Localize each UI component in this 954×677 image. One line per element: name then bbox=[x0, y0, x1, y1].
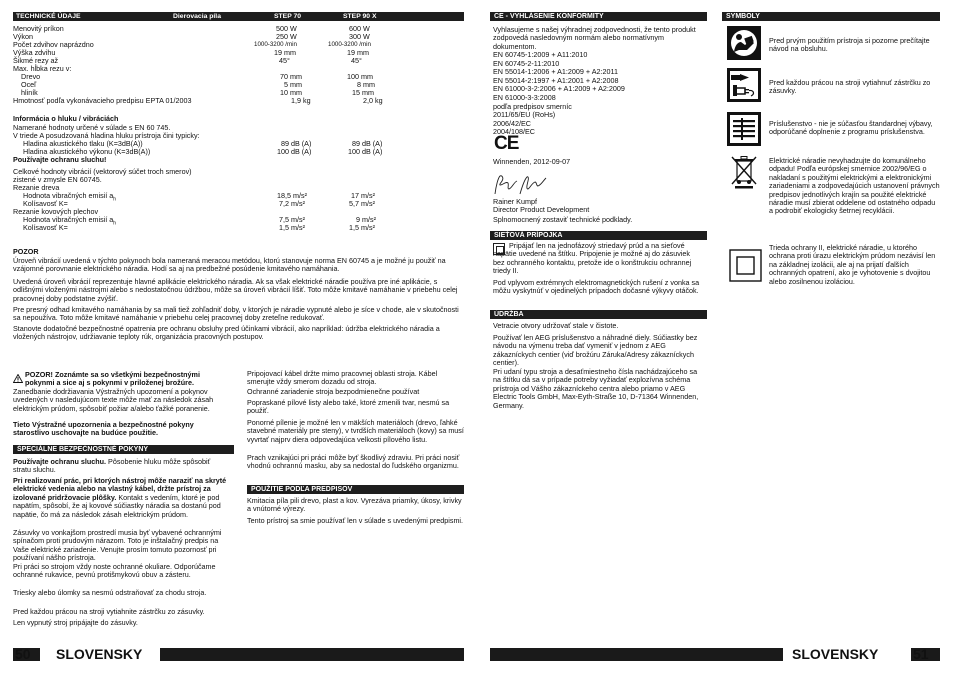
special-s2-bold: Pri realizovaní prác, pri ktorých nástroj môže naraziť na skryté elektrické vedenia alebo na vlastný kábel, držte prístroj za izolované pridržovacie plôšky. bbox=[13, 476, 227, 502]
noise-line1: Namerané hodnoty určené v súlade s EN 60 745. bbox=[13, 123, 171, 132]
tech-row-v2: 600 W bbox=[349, 24, 370, 33]
wood-title: Rezanie dreva bbox=[13, 183, 60, 192]
maintenance-p1: Vetracie otvory udržovať stale v čistote. bbox=[493, 321, 619, 330]
tech-row-v2: 2,0 kg bbox=[363, 96, 383, 105]
ce-signer-title: Director Product Development bbox=[493, 205, 590, 214]
safety-warning-text: Zanedbanie dodržiavania Výstražných upozornení a pokynov uvedených v nasledujúcom texte môže mať za následok zásah elektrickým prúdom, spôsobiť požiar a/alebo ťažké poranenie. bbox=[13, 387, 214, 413]
symbol-text: Pred každou prácou na stroji vytiahnuť zástrčku zo zásuvky. bbox=[769, 78, 931, 96]
special-s2 bbox=[13, 477, 230, 519]
read-manual-icon bbox=[727, 26, 761, 60]
safety-warning-bold: POZOR! Zoznámte sa so všetkými bezpečnostnými pokynmi a sice aj s pokynmi v priloženej brožúre. bbox=[25, 370, 200, 388]
tech-row-v1: 250 W bbox=[276, 32, 297, 41]
ce-norm: 2011/65/EU (RoHs) bbox=[493, 110, 556, 120]
metal-emission-v2: 9 m/s² bbox=[356, 215, 376, 224]
pozor-title: POZOR bbox=[13, 247, 39, 256]
tech-row-label: hliník bbox=[21, 88, 38, 97]
right-language: SLOVENSKY bbox=[792, 646, 879, 662]
tech-row-v2: 100 mm bbox=[347, 72, 373, 81]
pozor-p3: Pre presný odhad kmitavého namáhania by sa mali tiež zohľadniť doby, v ktorých je náradie vypnuté alebo je síce v chode, ale v skutočnosti sa nepoužíva. Toto môže kmitavé namáhanie v priebehu celej pracovnej doby zreteľne redukovať. bbox=[13, 305, 459, 323]
tech-row bbox=[13, 65, 383, 73]
symbols-header: SYMBOLY bbox=[722, 12, 940, 21]
wood-tol-v1: 7,2 m/s² bbox=[279, 199, 305, 208]
symbol-text: Elektrické náradie nevyhadzujte do komunálneho odpadu! Podľa európskej smernice 2002/96/EG o nakladaní s použitými elektrickými a elektronickými zariadeniami a zodpovedajúcich ustanovení právnych predpisov jednotlivých krajín sa použité elektrické náradie musí zbierat oddelene od ostatného odpadu a podrobiť ekologicky šetrnej recyklácii. bbox=[769, 156, 940, 216]
tech-row-v1: 45° bbox=[279, 56, 290, 65]
class-ii-icon bbox=[729, 249, 762, 282]
ce-norm: EN 61000-3-2:2006 + A1:2009 + A2:2009 bbox=[493, 84, 625, 94]
noise-row2-label: Hladina akustického výkonu (K=3dB(A)) bbox=[23, 147, 151, 156]
tech-row-label: Drevo bbox=[21, 72, 41, 81]
wood-emission-v1: 18,5 m/s² bbox=[277, 191, 307, 200]
metal-tol-v1: 1,5 m/s² bbox=[279, 223, 305, 232]
tech-row-v1: 500 W bbox=[276, 24, 297, 33]
left-language: SLOVENSKY bbox=[56, 646, 143, 662]
tech-row-label: Hmotnosť podľa vykonávacieho predpisu EPTA 01/2003 bbox=[13, 96, 192, 105]
metal-title: Rezanie kovových plechov bbox=[13, 207, 99, 216]
safety-warning-keep: Tieto Výstražné upozornenia a bezpečnostné pokyny starostlivo uschovajte na budúce použitie. bbox=[13, 420, 194, 438]
noise-row1-label: Hladina akustického tlaku (K=3dB(A)) bbox=[23, 139, 143, 148]
ce-norm: 2004/108/EC bbox=[493, 127, 535, 137]
tech-row bbox=[13, 73, 383, 81]
special-s7: Len vypnutý stroj pripájajte do zásuvky. bbox=[13, 618, 138, 627]
emission-sub: h bbox=[113, 196, 117, 203]
tech-row bbox=[13, 97, 383, 105]
left-page-number: 50 bbox=[15, 646, 31, 662]
tech-row-v2: 15 mm bbox=[352, 88, 374, 97]
signature-icon bbox=[492, 172, 552, 198]
ce-header: CE - VYHLÁSENIE KONFORMITY bbox=[490, 12, 707, 21]
tech-row-label: Menovitý príkon bbox=[13, 24, 64, 33]
tech-row bbox=[13, 41, 383, 49]
use-header: POUŽITIE PODĽA PREDPISOV bbox=[247, 485, 464, 494]
tech-row-v1: 5 mm bbox=[284, 80, 302, 89]
pozor-p4: Stanovte dodatočné bezpečnostné opatrenia pre ochranu obsluhy pred účinkami vibrácií, ako napríklad: údržba elektrického náradia a vložených nástrojov, udržiavanie teploty rúk, organizácia pracovných postupov. bbox=[13, 324, 440, 342]
tech-header-col1: STEP 70 bbox=[274, 13, 302, 20]
tech-row-v1: 1,9 kg bbox=[291, 96, 311, 105]
special-s2-text: Kontakt s vedením, ktoré je pod napätím, spôsobí, že aj kovové súčiastky náradia sa dostanú pod napätie, čo má za následok zásah elektrickým prúdom. bbox=[13, 492, 221, 519]
tech-row-label: Výkon bbox=[13, 32, 33, 41]
metal-tol-v2: 1,5 m/s² bbox=[349, 223, 375, 232]
noise-row2-v1: 100 dB (A) bbox=[277, 147, 312, 156]
mains-p2: Pod vplyvom extrémnych elektromagnetických rušení z vonka sa môžu vyskytnúť v ojedinelých prípadoch dočasné výkyvy otáčok. bbox=[493, 278, 700, 296]
tech-row bbox=[13, 81, 383, 89]
special-m4: Ponorné pílenie je možné len v mäkších materiáloch (drevo, ľahké stavebné materiály pre steny), v tvrdších materiáloch (kovy) sa musí vyvrtať najprv diera odpovedajúca velkosti pílového listu. bbox=[247, 418, 464, 444]
symbol-text: Trieda ochrany II, elektrické náradie, u ktorého ochrana proti úrazu elektrickým prúdom nezávisí len na základnej izolácii, ale aj na prijatí ďalších ochranných opatrení, ako je vyhotovenie s dvojitou alebo zosilnenou izoláciou. bbox=[769, 243, 936, 286]
special-m2: Ochranné zariadenie stroja bezpodmienečne používat bbox=[247, 387, 420, 396]
tech-row-v2: 45° bbox=[351, 56, 362, 65]
ce-signer: Rainer Kumpf bbox=[493, 197, 537, 206]
ce-norm: EN 61000-3-3:2008 bbox=[493, 92, 556, 102]
special-s5: Triesky alebo úlomky sa nesmú odstraňovať za chodu stroja. bbox=[13, 588, 207, 597]
ce-norm: 2006/42/EC bbox=[493, 118, 531, 128]
ce-norm: EN 55014-2:1997 + A1:2001 + A2:2008 bbox=[493, 75, 619, 85]
ce-mark-icon: CE bbox=[494, 133, 519, 154]
symbol-text: Príslušenstvo - nie je súčasťou štandardnej výbavy, odporúčané doplnenie z programu príslušenstva. bbox=[769, 119, 933, 137]
tech-row-v2: 1000-3200 /min bbox=[328, 41, 371, 48]
metal-tol-label: Kolísavosť K= bbox=[23, 223, 68, 232]
special-safety-header: ŠPECIÁLNE BEZPEČNOSTNÉ POKYNY bbox=[13, 445, 234, 454]
mains-p1: Pripájať len na jednofázový striedavý prúd a na sieťové napätie uvedené na štítku. Pripojenie je možné aj do zásuviek bez ochranného kontaktu, pretože ide o konštrukciu ochrannej triedy II. bbox=[493, 241, 692, 276]
tech-row-label: Max. hĺbka rezu v: bbox=[13, 64, 72, 73]
use-u1: Kmitacia píla pili drevo, plast a kov. Vyrezáva priamky, úkosy, krivky a vnútorné výrezy. bbox=[247, 496, 462, 514]
special-s1-bold: Používajte ochranu sluchu. bbox=[13, 457, 107, 466]
special-s1-text: Pôsobenie hluku môže spôsobiť stratu sluchu. bbox=[13, 457, 211, 475]
vibration-line1: Celkové hodnoty vibrácií (vektorový súčet troch smerov) bbox=[13, 167, 192, 176]
metal-emission-v1: 7,5 m/s² bbox=[279, 215, 305, 224]
mains-header: SIEŤOVÁ PRÍPOJKA bbox=[490, 231, 707, 240]
maintenance-p2: Používať len AEG príslušenstvo a náhradné diely. Súčiastky bez návodu na výmenu treba dať vymeniť v jednom z AEG zákazníckych centier (viď brožúru Záruka/Adresy zákazníckych centier). bbox=[493, 333, 698, 368]
noise-title: Informácia o hluku / vibráciách bbox=[13, 114, 119, 123]
right-page-number: 51 bbox=[913, 646, 929, 662]
weee-bin-icon bbox=[727, 154, 761, 190]
ce-norms bbox=[493, 51, 707, 137]
tech-row-label: Počet zdvihov naprázdno bbox=[13, 40, 94, 49]
emission-label: Hodnota vibračných emisií a bbox=[23, 191, 114, 200]
ce-norm: EN 60745-2-11:2010 bbox=[493, 58, 560, 68]
tech-row-label: Výška zdvihu bbox=[13, 48, 56, 57]
special-s3: Zásuvky vo vonkajšom prostredí musia byť vybavené ochrannými spínačom proti prudovým nárazom. Toto je inštalačný predpis na Vaše elektrické zariadenie. Venujte prosím tomuto pozornosť pri používaní nášho prístroja. bbox=[13, 528, 222, 563]
ce-norm: EN 60745-1:2009 + A11:2010 bbox=[493, 50, 588, 59]
pozor-p2: Uvedená úroveň vibrácií reprezentuje hlavné aplikácie elektrického náradia. Ak sa však elektrické náradie používa pre iné aplikácie, s odlišnými vloženými nástrojmi alebo s nedostatočnou údržbou, môže sa úroveň vibrácií líšiť. Toto môže kmitavé namáhanie v priebehu celej pracovnej doby podstatne zvýšiť. bbox=[13, 277, 458, 303]
symbol-text: Pred prvým použitím prístroja si pozorne prečítajte návod na obsluhu. bbox=[769, 36, 930, 54]
warning-triangle-icon bbox=[13, 370, 23, 379]
wood-emission-v2: 17 m/s² bbox=[351, 191, 375, 200]
emission-label: Hodnota vibračných emisií a bbox=[23, 215, 114, 224]
ce-norm: EN 55014-1:2006 + A1:2009 + A2:2011 bbox=[493, 67, 618, 77]
ce-date: Winnenden, 2012-09-07 bbox=[493, 157, 571, 166]
ce-text: Vyhlasujeme s našej výhradnej zodpovednosti, že tento produkt zodpovedá nasledovným normám alebo normatívnym dokumentom. bbox=[493, 25, 696, 51]
tech-row-v1: 10 mm bbox=[280, 88, 302, 97]
tech-row bbox=[13, 25, 383, 33]
unplug-icon bbox=[727, 68, 761, 102]
noise-warning: Používajte ochranu sluchu! bbox=[13, 155, 107, 164]
wood-tol-v2: 5,7 m/s² bbox=[349, 199, 375, 208]
special-m1: Pripojovací kábel držte mimo pracovnej oblasti stroja. Kábel smerujte vždy smerom dozadu od stroja. bbox=[247, 369, 438, 387]
noise-row2-v2: 100 dB (A) bbox=[348, 147, 383, 156]
tech-row-v1: 70 mm bbox=[280, 72, 302, 81]
tech-row-v2: 19 mm bbox=[347, 48, 369, 57]
accessory-icon bbox=[727, 112, 761, 146]
tech-row-v2: 8 mm bbox=[357, 80, 375, 89]
ce-norm: podľa predpisov smerníc bbox=[493, 101, 572, 111]
tech-row-v2: 300 W bbox=[349, 32, 370, 41]
maintenance-header: ÚDRŽBA bbox=[490, 310, 707, 319]
tech-header-col2: STEP 90 X bbox=[343, 13, 377, 20]
vibration-line2: zistené v zmysle EN 60745. bbox=[13, 175, 102, 184]
special-s1 bbox=[13, 458, 230, 475]
special-s6: Pred každou prácou na stroji vytiahnite zástrčku zo zásuvky. bbox=[13, 607, 205, 616]
use-u2: Tento prístroj sa smie používať len v súlade s uvedenými predpismi. bbox=[247, 516, 464, 525]
special-m3: Popraskané pílové listy alebo také, ktoré zmenili tvar, nesmú sa použiť. bbox=[247, 398, 450, 416]
noise-row1-v1: 89 dB (A) bbox=[281, 139, 312, 148]
maintenance-p3: Pri udaní typu stroja a desaťmiestneho čísla nachádzajúceho sa na štítku dá sa v prípade potreby vyžiadať explozívna schéma prístroja od Vášho zákazníckeho centra alebo priamo v AEG Electric Tools GmbH, Max-Eyth-Straße 10, D-71364 Winnenden, Germany. bbox=[493, 367, 699, 410]
tech-row bbox=[13, 49, 383, 57]
pozor-p1: Úroveň vibrácií uvedená v týchto pokynoch bola nameraná meracou metódou, ktorú stanovuje norma EN 60745 a je možné ju použiť na vzájomné porovnanie elektrického náradia. Hodí sa aj na predbežné posúdenie kmitavého namáhania. bbox=[13, 256, 446, 274]
special-m5: Prach vznikajúci pri práci môže byť škodlivý zdraviu. Pri práci nosiť vhodnú ochrannú masku, aby sa nedostal do ľudského organizmu. bbox=[247, 453, 460, 471]
tech-row-label: Oceľ bbox=[21, 80, 37, 89]
emission-sub: h bbox=[113, 220, 117, 227]
special-s4: Pri práci so strojom vždy noste ochranné okuliare. Odporúčame ochranné rukavice, pevnú protišmykovú obuv a zásteru. bbox=[13, 562, 216, 580]
ce-authorized: Splnomocnený zostaviť technické podklady. bbox=[493, 215, 633, 224]
tech-row-label: Šikmé rezy až bbox=[13, 56, 59, 65]
tech-header-product: Dierovacia píla bbox=[173, 13, 221, 20]
noise-line2: V triede A posudzovaná hladina hluku prístroja čini typicky: bbox=[13, 131, 200, 140]
noise-row1-v2: 89 dB (A) bbox=[352, 139, 383, 148]
tech-header-title: TECHNICKÉ ÚDAJE bbox=[16, 13, 81, 20]
tech-row-v1: 19 mm bbox=[274, 48, 296, 57]
tech-row-v1: 1000-3200 /min bbox=[254, 41, 297, 48]
wood-tol-label: Kolísavosť K= bbox=[23, 199, 68, 208]
